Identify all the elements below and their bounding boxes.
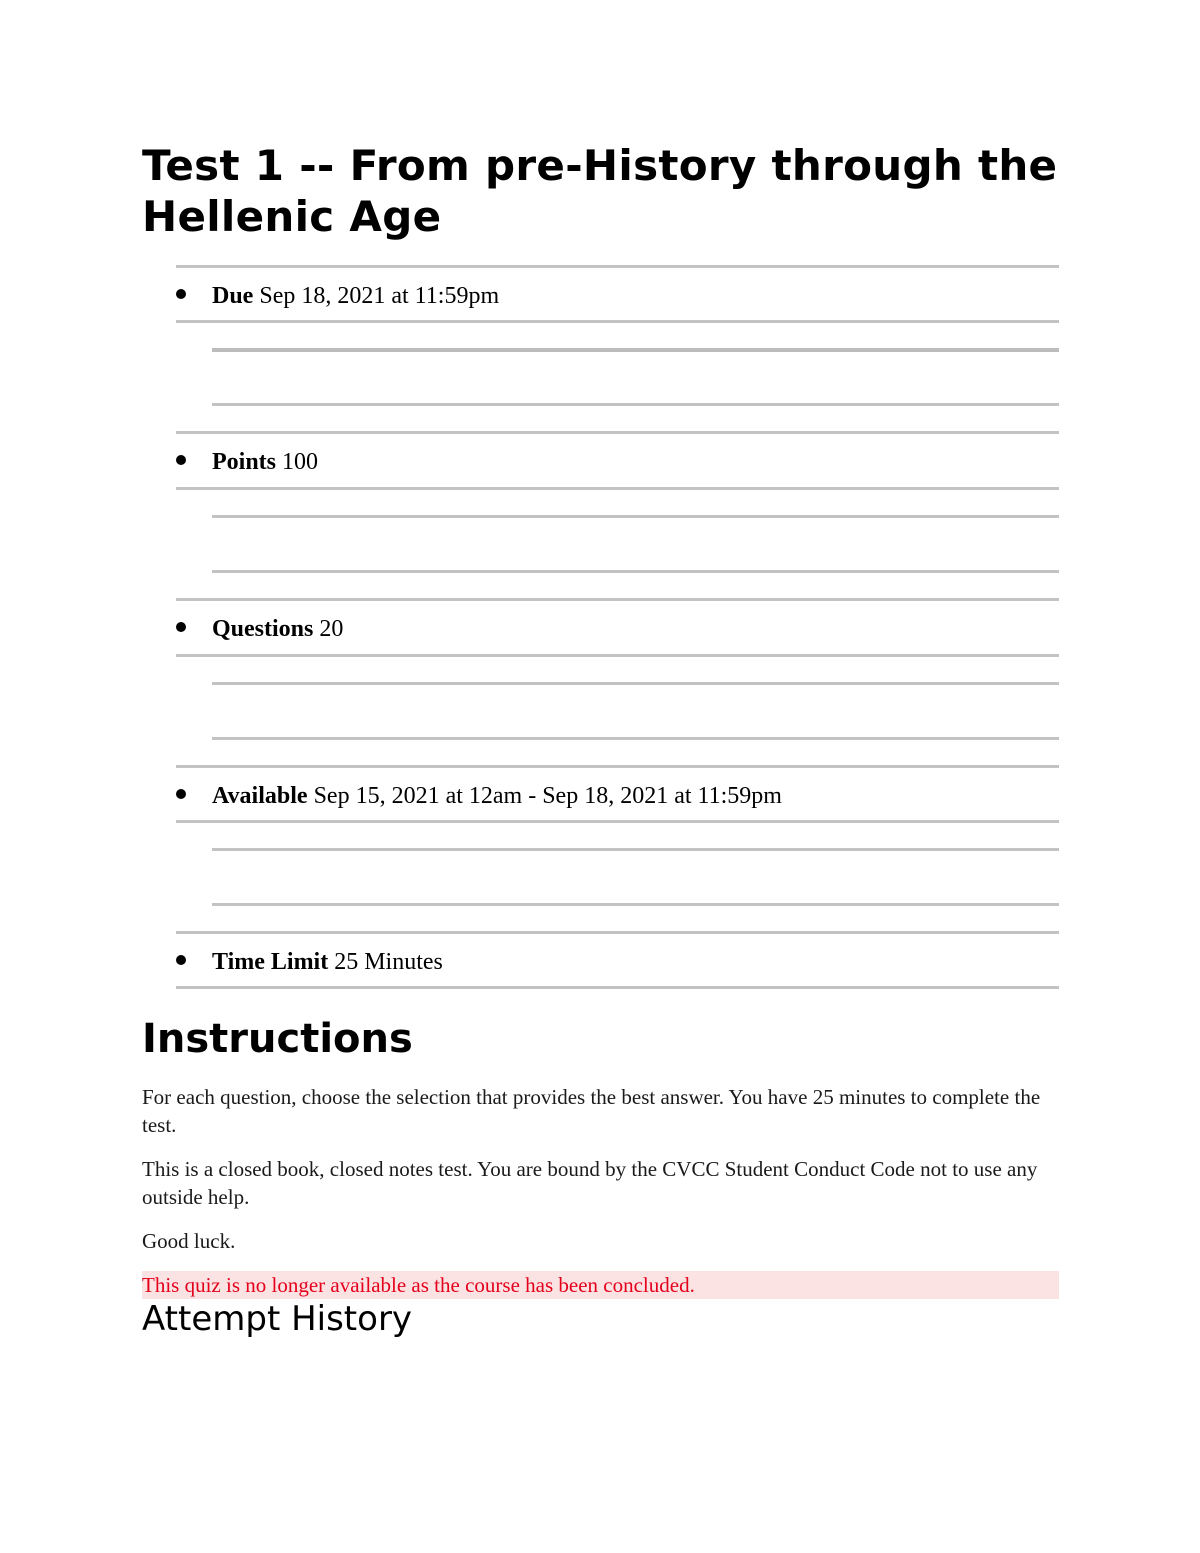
detail-value: 25 Minutes <box>334 949 443 975</box>
quiz-page <box>142 0 1059 1553</box>
divider <box>176 765 1059 768</box>
bullet-icon <box>176 955 186 965</box>
bullet-icon <box>176 622 186 632</box>
divider <box>176 820 1059 823</box>
detail-label: Points <box>212 449 277 475</box>
detail-value: Sep 18, 2021 at 11:59pm <box>259 283 500 309</box>
detail-value: Sep 15, 2021 at 12am - Sep 18, 2021 at 11:59pm <box>313 783 782 809</box>
quiz-unavailable-notice: This quiz is no longer available as the course has been concluded. <box>142 1271 1059 1299</box>
divider <box>176 598 1059 601</box>
divider <box>176 320 1059 323</box>
instructions-paragraph: This is a closed book, closed notes test. You are bound by the CVCC Student Conduct Code not to use any outside help. <box>142 1157 1038 1209</box>
divider <box>212 848 1059 851</box>
divider <box>176 931 1059 934</box>
detail-item-questions <box>176 614 1026 644</box>
divider <box>176 431 1059 434</box>
bullet-icon <box>176 289 186 299</box>
detail-item-available <box>176 781 1026 811</box>
divider <box>176 487 1059 490</box>
detail-label: Questions <box>212 616 314 642</box>
bullet-icon <box>176 455 186 465</box>
detail-label: Time Limit <box>212 949 329 975</box>
divider <box>212 903 1059 906</box>
instructions-paragraph: Good luck. <box>142 1229 236 1253</box>
page-title: Test 1 -- From pre-History through the Hellenic Age <box>142 141 1058 241</box>
divider <box>212 403 1059 406</box>
instructions-heading: Instructions <box>142 1016 413 1062</box>
divider <box>212 515 1059 518</box>
instructions-paragraph: For each question, choose the selection that provides the best answer. You have 25 minutes to complete the test. <box>142 1085 1041 1137</box>
divider <box>212 348 1059 352</box>
detail-item-time-limit <box>176 947 1026 977</box>
divider <box>176 654 1059 657</box>
detail-item-points <box>176 447 1026 477</box>
attempt-history-heading: Attempt History <box>142 1299 413 1339</box>
divider <box>212 737 1059 740</box>
divider <box>176 265 1059 268</box>
divider <box>212 682 1059 685</box>
detail-item-due <box>176 281 1026 311</box>
detail-label: Due <box>212 283 254 309</box>
divider <box>212 570 1059 573</box>
bullet-icon <box>176 789 186 799</box>
detail-value: 100 <box>282 449 319 475</box>
detail-label: Available <box>212 783 308 809</box>
detail-value: 20 <box>319 616 344 642</box>
divider <box>176 986 1059 989</box>
